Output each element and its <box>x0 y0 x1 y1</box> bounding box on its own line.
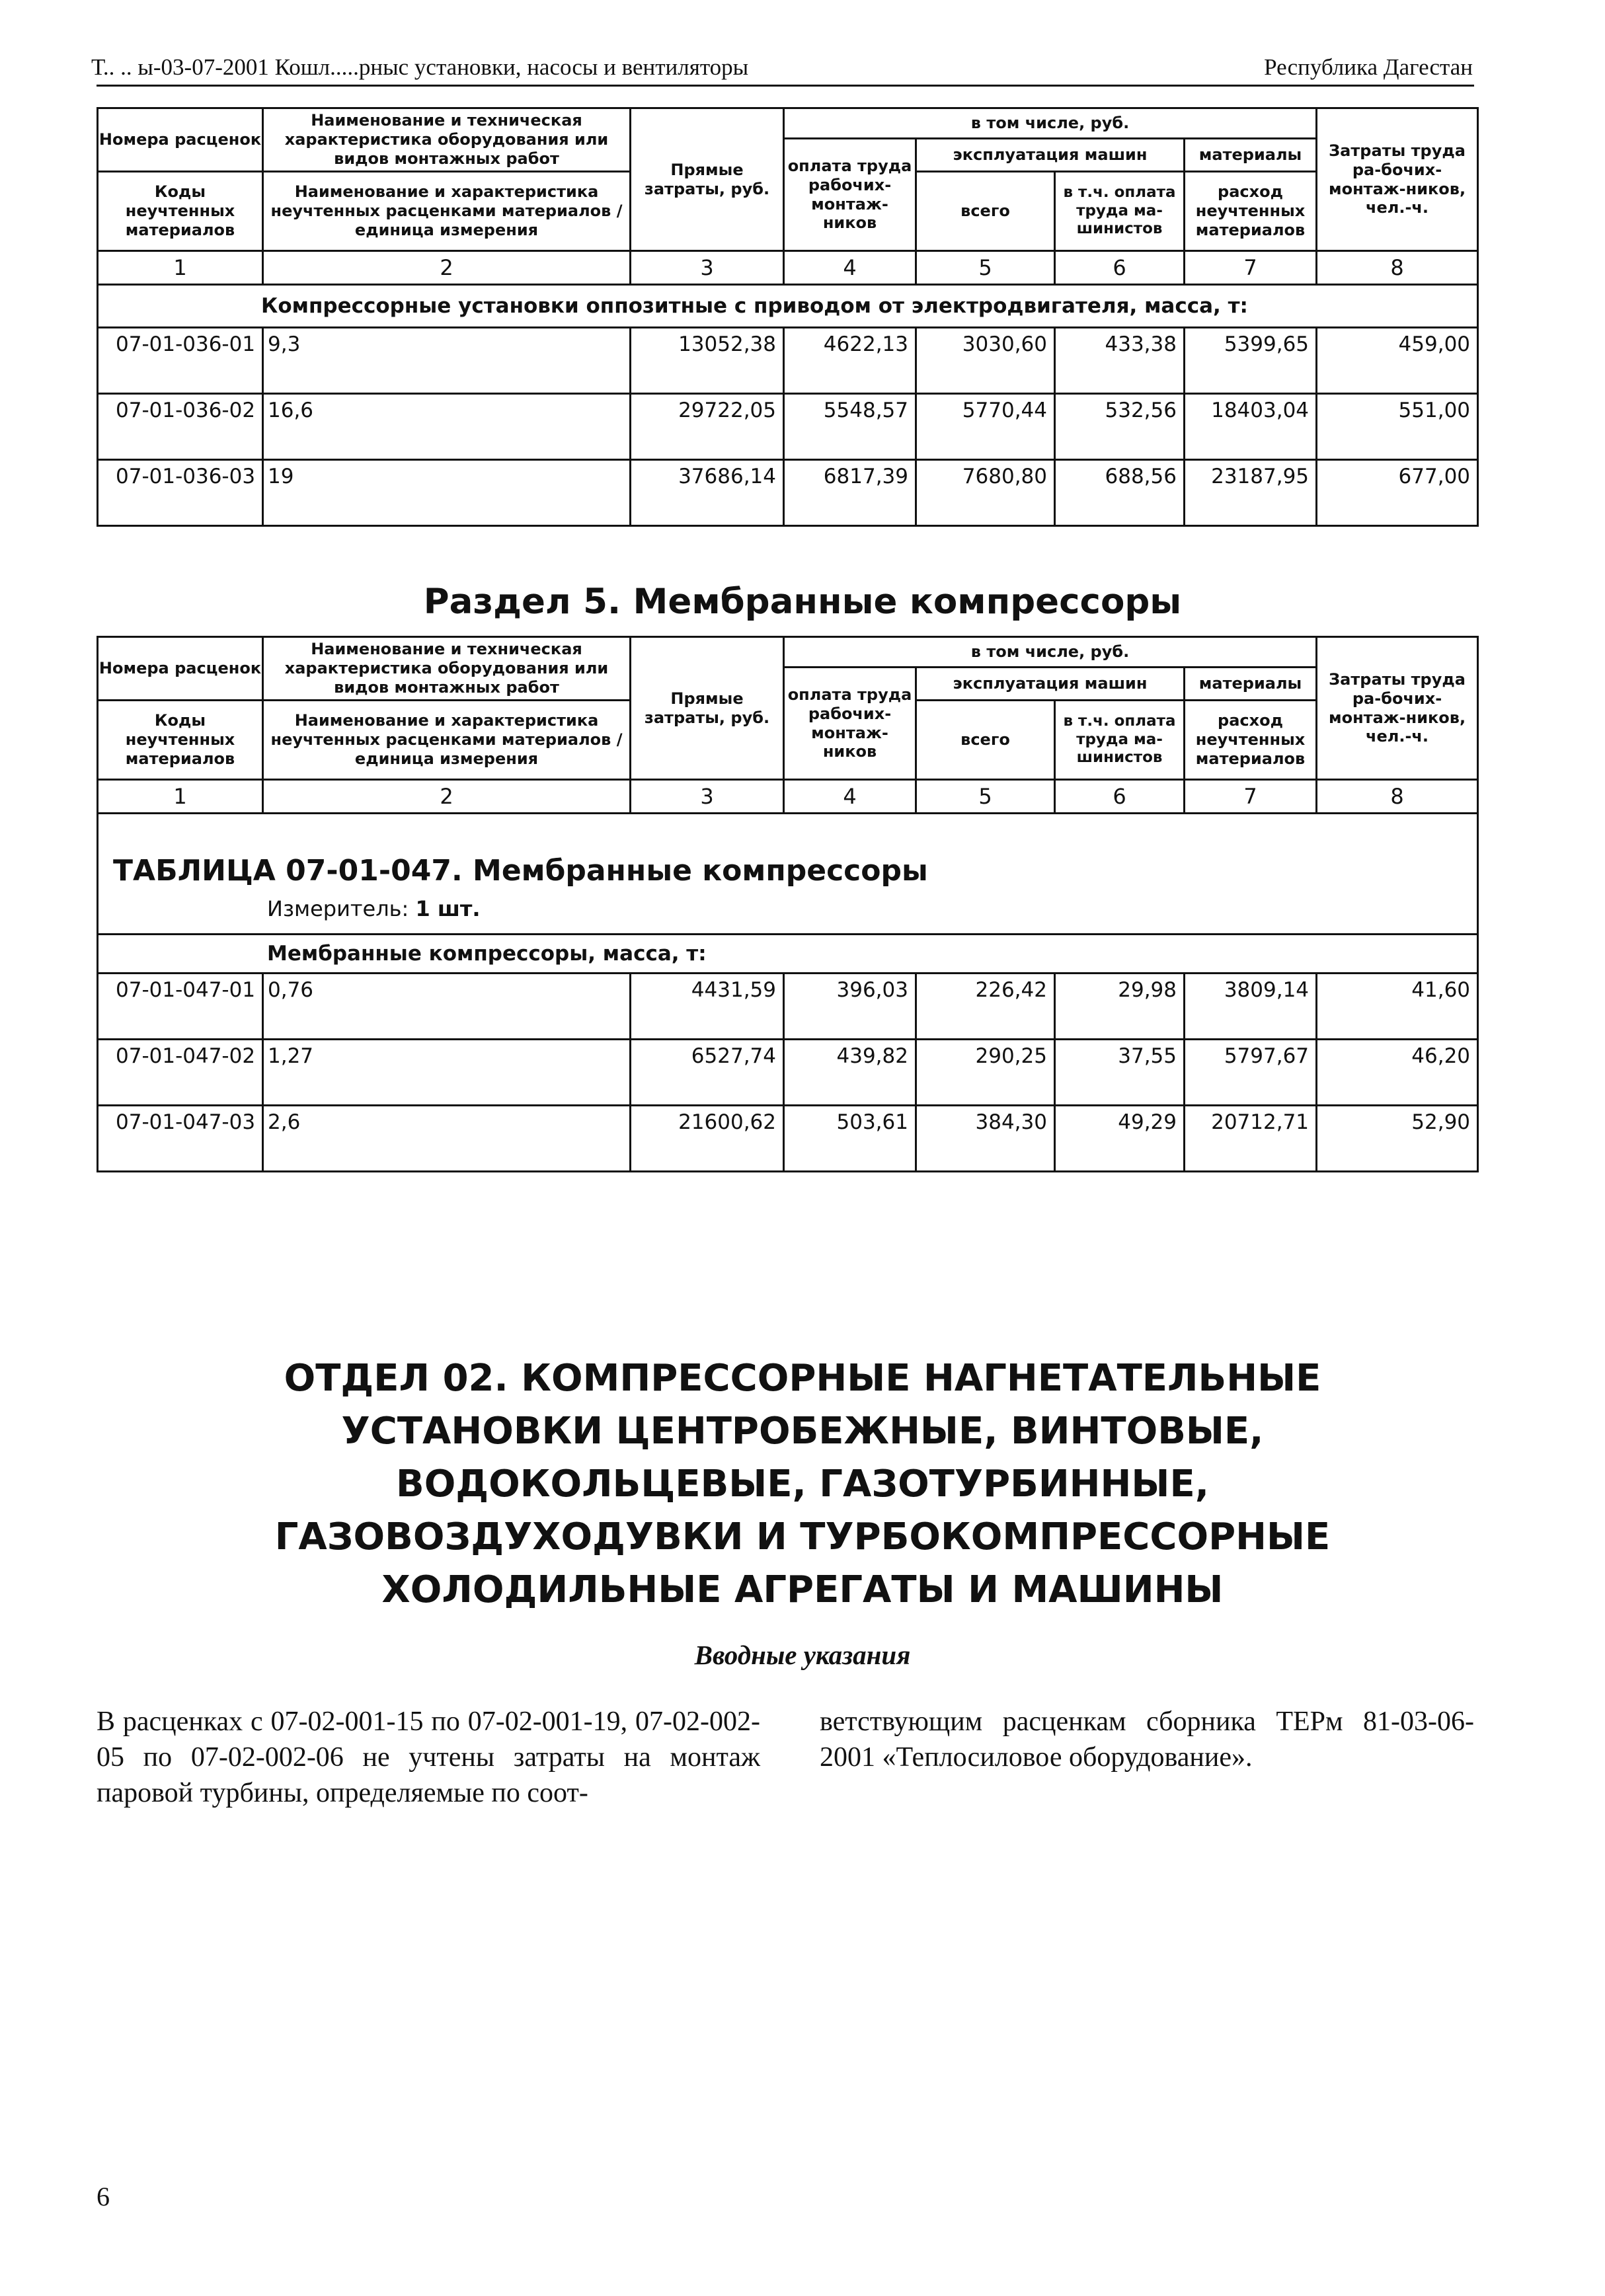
column-number: 2 <box>263 780 631 814</box>
intro-heading: Вводные указания <box>694 1640 911 1670</box>
group-heading: Компрессорные установки оппозитные с приводом от электродвигателя, масса, т: <box>98 285 1478 328</box>
labor-hours: 677,00 <box>1317 460 1478 526</box>
header-rule <box>97 85 1474 87</box>
rate-name: 19 <box>263 460 631 526</box>
column-number: 3 <box>631 780 784 814</box>
rate-name: 2,6 <box>263 1106 631 1172</box>
materials: 18403,04 <box>1185 394 1317 460</box>
header-material-codes: Коды неучтенных материалов <box>98 172 263 251</box>
intro-paragraph-left: В расценках с 07-02-001-15 по 07-02-001-19, 07-02-002-05 по 07-02-002-06 не учтены затраты на монтаж паровой турбины, определяемые по соот- <box>97 1706 760 1808</box>
table-row <box>98 394 1478 460</box>
header-worker-pay: оплата труда рабочих-монтаж-ников <box>784 668 916 780</box>
rate-code: 07-01-047-02 <box>98 1040 263 1106</box>
column-number: 2 <box>263 251 631 285</box>
machinist-pay: 37,55 <box>1055 1040 1185 1106</box>
rate-name: 1,27 <box>263 1040 631 1106</box>
header-including: в том числе, руб. <box>784 637 1317 668</box>
materials: 5797,67 <box>1185 1040 1317 1106</box>
column-number-row <box>98 780 1478 814</box>
labor-hours: 46,20 <box>1317 1040 1478 1106</box>
direct-costs: 29722,05 <box>631 394 784 460</box>
machinist-pay: 688,56 <box>1055 460 1185 526</box>
header-machine-operation: эксплуатация машин <box>916 668 1185 701</box>
machine-total: 7680,80 <box>916 460 1055 526</box>
column-number: 6 <box>1055 251 1185 285</box>
rate-code: 07-01-047-03 <box>98 1106 263 1172</box>
column-number: 1 <box>98 780 263 814</box>
table-meter <box>267 896 481 921</box>
rate-code: 07-01-036-01 <box>98 328 263 394</box>
header-rate-numbers: Номера расценок <box>98 637 263 701</box>
materials: 3809,14 <box>1185 974 1317 1040</box>
meter-label: Измеритель: <box>267 896 409 921</box>
header-material-codes: Коды неучтенных материалов <box>98 701 263 780</box>
column-number: 7 <box>1185 251 1317 285</box>
rates-table-047 <box>97 636 1479 1172</box>
direct-costs: 21600,62 <box>631 1106 784 1172</box>
header-name-bottom: Наименование и характеристика неучтенных расценками материалов / единица измерения <box>263 701 631 780</box>
header-direct-costs: Прямые затраты, руб. <box>631 108 784 251</box>
table-row <box>98 1040 1478 1106</box>
rate-code: 07-01-047-01 <box>98 974 263 1040</box>
department-title <box>0 1352 1605 1617</box>
direct-costs: 4431,59 <box>631 974 784 1040</box>
materials: 20712,71 <box>1185 1106 1317 1172</box>
worker-pay: 439,82 <box>784 1040 916 1106</box>
header-machine-total: всего <box>916 172 1055 251</box>
rate-name: 16,6 <box>263 394 631 460</box>
header-name-bottom: Наименование и характеристика неучтенных расценками материалов / единица измерения <box>263 172 631 251</box>
machine-total: 384,30 <box>916 1106 1055 1172</box>
column-number: 8 <box>1317 780 1478 814</box>
page-number: 6 <box>97 2182 110 2211</box>
machinist-pay: 29,98 <box>1055 974 1185 1040</box>
worker-pay: 4622,13 <box>784 328 916 394</box>
machine-total: 3030,60 <box>916 328 1055 394</box>
intro-paragraph-right: ветствующим расценкам сборника ТЕРм 81-03-06-2001 «Теплосиловое оборудование». <box>820 1706 1474 1773</box>
rate-name: 0,76 <box>263 974 631 1040</box>
department-title-line: ГАЗОВОЗДУХОДУВКИ И ТУРБОКОМПРЕССОРНЫЕ <box>274 1515 1331 1558</box>
machine-total: 226,42 <box>916 974 1055 1040</box>
column-number: 5 <box>916 251 1055 285</box>
header-machinist-pay: в т.ч. оплата труда ма-шинистов <box>1055 172 1185 251</box>
department-title-line: ВОДОКОЛЬЦЕВЫЕ, ГАЗОТУРБИННЫЕ, <box>396 1463 1209 1506</box>
rate-code: 07-01-036-03 <box>98 460 263 526</box>
table-title: ТАБЛИЦА 07-01-047. Мембранные компрессоры <box>113 854 928 888</box>
table-row <box>98 460 1478 526</box>
labor-hours: 52,90 <box>1317 1106 1478 1172</box>
header-materials: материалы <box>1185 668 1317 701</box>
column-number-row <box>98 251 1478 285</box>
header-machinist-pay: в т.ч. оплата труда ма-шинистов <box>1055 701 1185 780</box>
header-labor-hours: Затраты труда ра-бочих-монтаж-ников, чел.-ч. <box>1317 637 1478 780</box>
direct-costs: 6527,74 <box>631 1040 784 1106</box>
column-number: 4 <box>784 251 916 285</box>
rate-code: 07-01-036-02 <box>98 394 263 460</box>
section-title: Раздел 5. Мембранные компрессоры <box>423 582 1182 622</box>
header-labor-hours: Затраты труда ра-бочих-монтаж-ников, чел.-ч. <box>1317 108 1478 251</box>
group-heading: Мембранные компрессоры, масса, т: <box>98 935 1478 974</box>
running-header-left: Т.. .. ы-03-07-2001 Кошл.....рныс установки, насосы и вентиляторы <box>91 54 749 80</box>
machinist-pay: 433,38 <box>1055 328 1185 394</box>
header-worker-pay: оплата труда рабочих-монтаж-ников <box>784 139 916 251</box>
labor-hours: 551,00 <box>1317 394 1478 460</box>
machinist-pay: 49,29 <box>1055 1106 1185 1172</box>
table-row <box>98 328 1478 394</box>
header-name-top: Наименование и техническая характеристика оборудования или видов монтажных работ <box>263 637 631 701</box>
worker-pay: 5548,57 <box>784 394 916 460</box>
department-title-line: ОТДЕЛ 02. КОМПРЕССОРНЫЕ НАГНЕТАТЕЛЬНЫЕ <box>284 1357 1321 1400</box>
column-number: 5 <box>916 780 1055 814</box>
rate-name: 9,3 <box>263 328 631 394</box>
worker-pay: 396,03 <box>784 974 916 1040</box>
header-including: в том числе, руб. <box>784 108 1317 139</box>
labor-hours: 41,60 <box>1317 974 1478 1040</box>
department-title-line: УСТАНОВКИ ЦЕНТРОБЕЖНЫЕ, ВИНТОВЫЕ, <box>341 1410 1264 1453</box>
department-title-line: ХОЛОДИЛЬНЫЕ АГРЕГАТЫ И МАШИНЫ <box>381 1568 1224 1611</box>
labor-hours: 459,00 <box>1317 328 1478 394</box>
table-row <box>98 974 1478 1040</box>
machinist-pay: 532,56 <box>1055 394 1185 460</box>
materials: 23187,95 <box>1185 460 1317 526</box>
worker-pay: 503,61 <box>784 1106 916 1172</box>
column-number: 6 <box>1055 780 1185 814</box>
header-machine-operation: эксплуатация машин <box>916 139 1185 172</box>
running-header <box>91 52 1473 89</box>
meter-value: 1 шт. <box>415 896 481 921</box>
column-number: 4 <box>784 780 916 814</box>
materials: 5399,65 <box>1185 328 1317 394</box>
rates-table-036 <box>97 107 1479 527</box>
column-number: 7 <box>1185 780 1317 814</box>
column-number: 8 <box>1317 251 1478 285</box>
column-number: 1 <box>98 251 263 285</box>
column-number: 3 <box>631 251 784 285</box>
machine-total: 5770,44 <box>916 394 1055 460</box>
header-material-consumption: расход неучтенных материалов <box>1185 701 1317 780</box>
table-row <box>98 1106 1478 1172</box>
worker-pay: 6817,39 <box>784 460 916 526</box>
header-materials: материалы <box>1185 139 1317 172</box>
table-caption-cell <box>98 814 1478 935</box>
header-material-consumption: расход неучтенных материалов <box>1185 172 1317 251</box>
header-machine-total: всего <box>916 701 1055 780</box>
direct-costs: 13052,38 <box>631 328 784 394</box>
header-name-top: Наименование и техническая характеристика оборудования или видов монтажных работ <box>263 108 631 172</box>
header-rate-numbers: Номера расценок <box>98 108 263 172</box>
machine-total: 290,25 <box>916 1040 1055 1106</box>
running-header-right: Республика Дагестан <box>1264 54 1473 80</box>
direct-costs: 37686,14 <box>631 460 784 526</box>
header-direct-costs: Прямые затраты, руб. <box>631 637 784 780</box>
